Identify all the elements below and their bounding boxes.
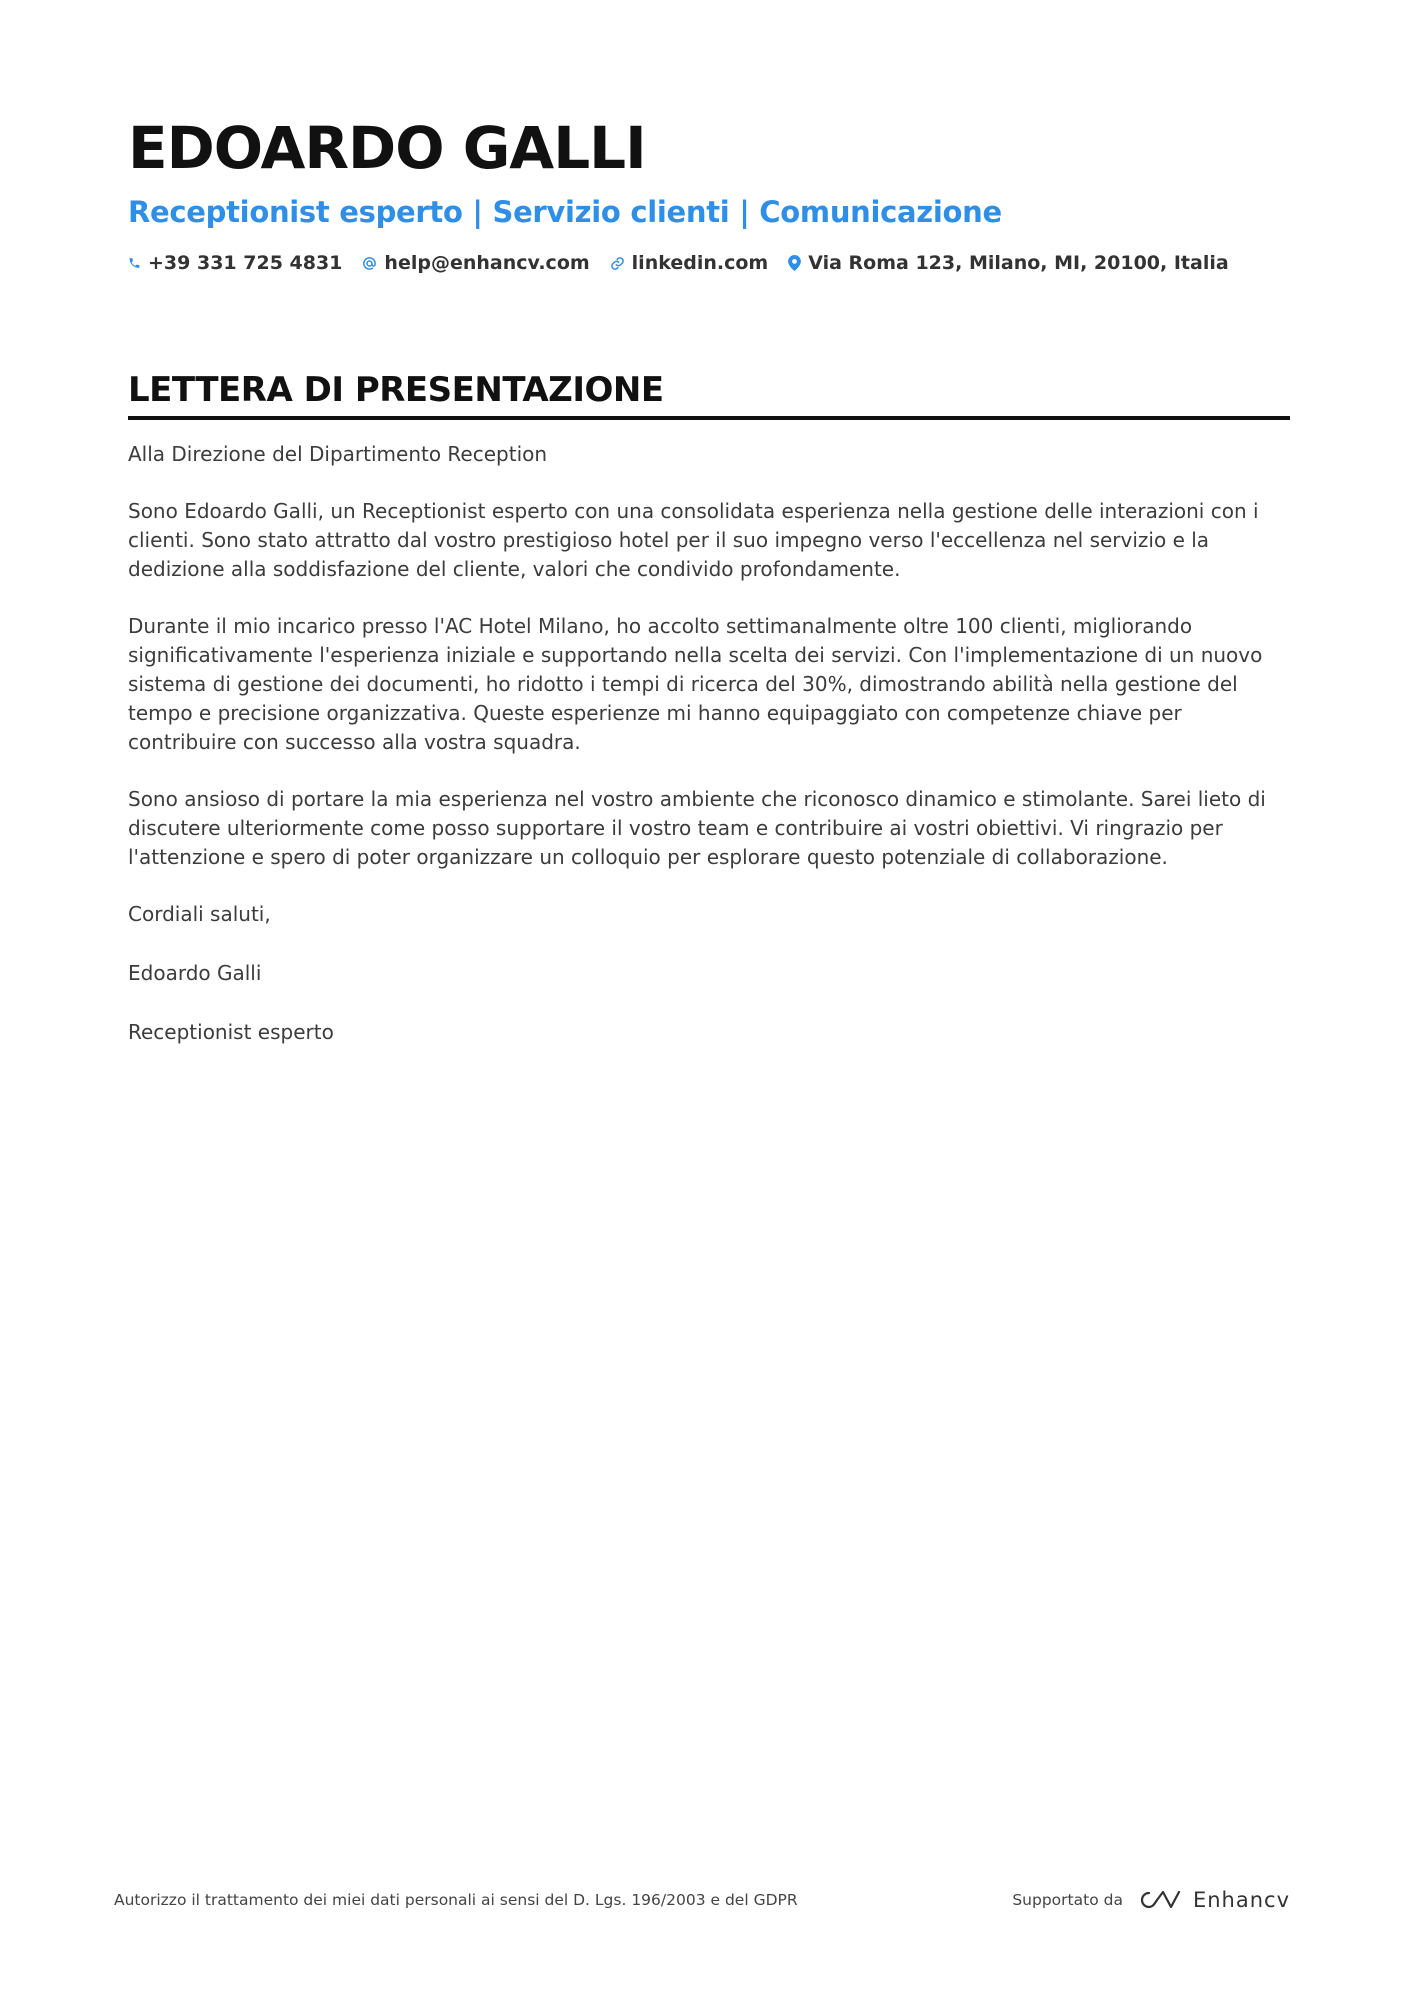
consent-text: Autorizzo il trattamento dei miei dati personali ai sensi del D. Lgs. 196/2003 e del GDPR: [114, 1891, 798, 1909]
candidate-name: EDOARDO GALLI: [128, 114, 646, 182]
letter-paragraph: Durante il mio incarico presso l'AC Hotel Milano, ho accolto settimanalmente oltre 100 clienti, migliorando significativamente l'esperienza iniziale e supportando nella scelta dei servizi. Con l'implementazione di un nuovo sistema di gestione dei documenti, ho ridotto i tempi di ricerca del 30%, dimostrando abilità nella gestione del tempo e precisione organizzativa. Queste esperienze mi hanno equipaggiato con competenze chiave per contribuire con successo alla vostra squadra.: [128, 614, 1263, 754]
section-divider: [128, 416, 1290, 420]
phone-icon: [128, 256, 141, 270]
brand-credit[interactable]: [1012, 1888, 1290, 1912]
candidate-subtitle: Receptionist esperto | Servizio clienti | Comunicazione: [128, 195, 1002, 229]
contact-phone: [128, 252, 342, 274]
letter-paragraph: Sono ansioso di portare la mia esperienza nel vostro ambiente che riconosco dinamico e stimolante. Sarei lieto di discutere ulteriormente come posso supportare il vostro team e contribuire ai vostri obiettivi. Vi ringrazio per l'attenzione e spero di poter organizzare un colloquio per esplorare questo potenziale di collaborazione.: [128, 787, 1266, 869]
letter-closing: Cordiali saluti,: [128, 902, 271, 926]
contact-link: [610, 252, 769, 274]
location-text: Via Roma 123, Milano, MI, 20100, Italia: [808, 252, 1229, 274]
contact-location: [788, 252, 1228, 274]
email-text[interactable]: help@enhancv.com: [384, 252, 590, 274]
link-text[interactable]: linkedin.com: [631, 252, 769, 274]
section-header: [128, 368, 1290, 420]
letter-paragraph: Sono Edoardo Galli, un Receptionist esperto con una consolidata esperienza nella gestione delle interazioni con i clienti. Sono stato attratto dal vostro prestigioso hotel per il suo impegno verso l'eccellenza nel servizio e la dedizione alla soddisfazione del cliente, valori che condivido profondamente.: [128, 499, 1259, 581]
enhancv-logo-icon: [1135, 1888, 1181, 1912]
at-icon: [362, 256, 377, 271]
signature-title: Receptionist esperto: [128, 1020, 334, 1044]
link-icon: [610, 256, 625, 271]
letter-greeting: Alla Direzione del Dipartimento Reception: [128, 442, 548, 466]
letter-body: [128, 440, 1288, 1077]
section-title: LETTERA DI PRESENTAZIONE: [128, 370, 664, 410]
header: [128, 108, 1288, 274]
enhancv-logo[interactable]: [1135, 1888, 1290, 1912]
powered-by-label: Supportato da: [1012, 1891, 1123, 1909]
phone-text[interactable]: +39 331 725 4831: [148, 252, 343, 274]
signature-name: Edoardo Galli: [128, 961, 262, 985]
footer: [114, 1888, 1290, 1912]
brand-name: Enhancv: [1192, 1888, 1290, 1912]
contact-bar: [128, 252, 1288, 274]
contact-email: [362, 252, 589, 274]
location-pin-icon: [788, 255, 801, 271]
